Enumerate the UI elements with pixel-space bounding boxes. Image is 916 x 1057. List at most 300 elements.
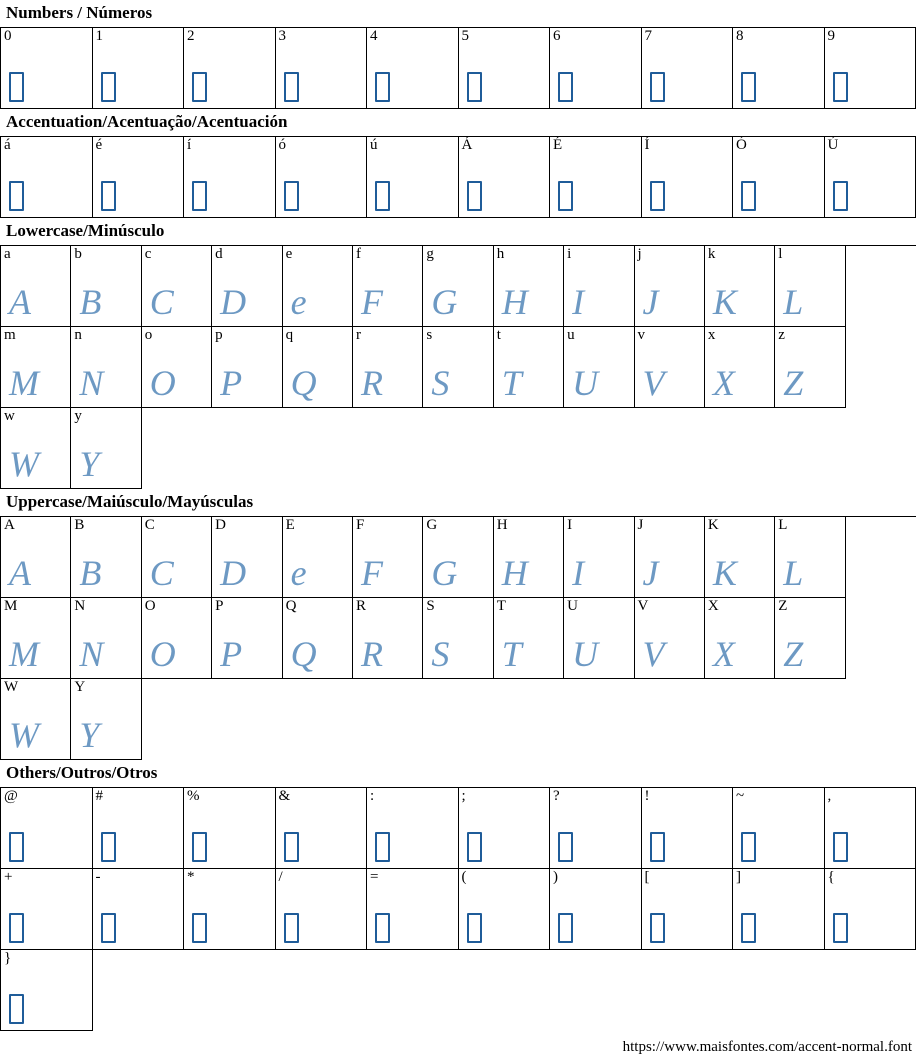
glyph-cell[interactable] — [635, 598, 705, 679]
glyph-preview — [276, 68, 367, 104]
glyph-label: z — [778, 327, 785, 344]
glyph-preview — [353, 365, 422, 403]
glyph-label: é — [96, 137, 103, 154]
glyph-label: H — [497, 517, 508, 534]
glyph-preview — [1, 636, 70, 674]
glyph-label: A — [4, 517, 15, 534]
glyph-render: F — [361, 553, 383, 593]
glyph-cell[interactable] — [1, 28, 93, 109]
glyph-render: J — [643, 553, 659, 593]
glyph-render: L — [783, 553, 803, 593]
glyph-cell[interactable] — [550, 28, 642, 109]
missing-glyph-icon — [192, 913, 207, 943]
glyph-cell[interactable] — [367, 788, 459, 869]
glyph-render: B — [79, 282, 101, 322]
missing-glyph-icon — [192, 832, 207, 862]
glyph-cell[interactable] — [184, 28, 276, 109]
glyph-render: U — [572, 363, 598, 403]
glyph-preview — [733, 177, 824, 213]
glyph-render: X — [713, 363, 735, 403]
glyph-label: s — [426, 327, 432, 344]
glyph-label: J — [638, 517, 644, 534]
glyph-cell[interactable] — [705, 517, 775, 598]
glyph-label: ) — [553, 869, 558, 886]
glyph-cell[interactable] — [564, 517, 634, 598]
glyph-render: A — [9, 282, 31, 322]
glyph-label: 3 — [279, 28, 287, 45]
glyph-label: / — [279, 869, 283, 886]
glyph-preview — [276, 828, 367, 864]
glyph-preview — [733, 909, 824, 945]
glyph-label: E — [286, 517, 295, 534]
glyph-cell[interactable] — [705, 246, 775, 327]
glyph-cell[interactable] — [142, 246, 212, 327]
glyph-render: H — [502, 553, 528, 593]
glyph-cell[interactable] — [423, 246, 493, 327]
glyph-cell[interactable] — [1, 137, 93, 218]
glyph-render: P — [220, 363, 242, 403]
glyph-preview — [212, 365, 281, 403]
glyph-label: É — [553, 137, 562, 154]
glyph-cell[interactable] — [353, 246, 423, 327]
glyph-render: L — [783, 282, 803, 322]
glyph-cell[interactable] — [184, 869, 276, 950]
glyph-preview — [459, 68, 550, 104]
glyph-cell[interactable] — [1, 327, 71, 408]
glyph-cell[interactable] — [93, 137, 185, 218]
glyph-preview — [705, 284, 774, 322]
glyph-cell[interactable] — [71, 517, 141, 598]
glyph-cell[interactable] — [353, 598, 423, 679]
glyph-label: w — [4, 408, 15, 425]
glyph-render: P — [220, 634, 242, 674]
glyph-preview — [423, 636, 492, 674]
glyph-cell[interactable] — [93, 788, 185, 869]
missing-glyph-icon — [467, 72, 482, 102]
glyph-cell[interactable] — [1, 950, 93, 1031]
glyph-label: [ — [645, 869, 650, 886]
source-url[interactable]: https://www.maisfontes.com/accent-normal.font — [0, 1031, 916, 1057]
glyph-label: Y — [74, 679, 85, 696]
glyph-label: F — [356, 517, 364, 534]
glyph-preview — [184, 177, 275, 213]
glyph-render: S — [431, 363, 449, 403]
glyph-render: Q — [291, 634, 317, 674]
glyph-cell[interactable] — [494, 517, 564, 598]
glyph-label: t — [497, 327, 501, 344]
glyph-label: # — [96, 788, 104, 805]
glyph-cell[interactable] — [142, 327, 212, 408]
glyph-label: Ú — [828, 137, 839, 154]
glyph-cell[interactable] — [71, 327, 141, 408]
glyph-label: - — [96, 869, 101, 886]
glyph-label: U — [567, 598, 578, 615]
missing-glyph-icon — [375, 913, 390, 943]
glyph-preview — [733, 828, 824, 864]
glyph-preview — [276, 909, 367, 945]
glyph-render: K — [713, 553, 737, 593]
glyph-render: J — [643, 282, 659, 322]
glyph-label: D — [215, 517, 226, 534]
glyph-label: S — [426, 598, 434, 615]
glyph-label: } — [4, 950, 11, 967]
glyph-render: D — [220, 282, 246, 322]
missing-glyph-icon — [650, 913, 665, 943]
glyph-preview — [212, 284, 281, 322]
glyph-render: A — [9, 553, 31, 593]
glyph-preview — [1, 284, 70, 322]
glyph-preview — [635, 555, 704, 593]
glyph-label: 1 — [96, 28, 104, 45]
glyph-render: F — [361, 282, 383, 322]
glyph-cell[interactable] — [1, 246, 71, 327]
glyph-cell[interactable] — [276, 28, 368, 109]
glyph-preview — [494, 555, 563, 593]
glyph-cell[interactable] — [1, 598, 71, 679]
section-title-accentuation: Accentuation/Acentuação/Acentuación — [0, 109, 916, 136]
glyph-cell[interactable] — [283, 246, 353, 327]
glyph-render: K — [713, 282, 737, 322]
glyph-render: W — [9, 715, 39, 755]
glyph-preview — [1, 68, 92, 104]
glyph-label: 4 — [370, 28, 378, 45]
glyph-label: 9 — [828, 28, 836, 45]
glyph-cell[interactable] — [276, 869, 368, 950]
glyph-cell[interactable] — [367, 28, 459, 109]
glyph-cell[interactable] — [93, 869, 185, 950]
glyph-cell[interactable] — [635, 246, 705, 327]
glyph-preview — [367, 177, 458, 213]
glyph-cell[interactable] — [494, 327, 564, 408]
missing-glyph-icon — [741, 832, 756, 862]
glyph-cell[interactable] — [283, 598, 353, 679]
glyph-cell[interactable] — [1, 408, 71, 489]
glyph-preview — [635, 284, 704, 322]
missing-glyph-icon — [9, 72, 24, 102]
glyph-label: e — [286, 246, 293, 263]
glyph-cell[interactable] — [635, 327, 705, 408]
glyph-cell[interactable] — [1, 788, 93, 869]
glyph-cell[interactable] — [494, 598, 564, 679]
glyph-preview — [71, 717, 140, 755]
glyph-label: c — [145, 246, 152, 263]
glyph-preview — [1, 990, 92, 1026]
glyph-preview — [642, 828, 733, 864]
glyph-cell[interactable] — [71, 408, 141, 489]
glyph-render: S — [431, 634, 449, 674]
glyph-preview — [71, 446, 140, 484]
glyph-preview — [212, 555, 281, 593]
glyph-cell[interactable] — [494, 246, 564, 327]
glyph-cell[interactable] — [775, 327, 845, 408]
glyph-label: , — [828, 788, 832, 805]
glyph-preview — [142, 365, 211, 403]
glyph-label: 7 — [645, 28, 653, 45]
glyph-render: G — [431, 282, 457, 322]
glyph-render: T — [502, 634, 522, 674]
glyph-cell[interactable] — [1, 679, 71, 760]
glyph-label: B — [74, 517, 84, 534]
glyph-render: V — [643, 634, 665, 674]
missing-glyph-icon — [192, 72, 207, 102]
glyph-preview — [353, 636, 422, 674]
glyph-preview — [1, 446, 70, 484]
glyph-cell[interactable] — [642, 788, 734, 869]
glyph-preview — [642, 68, 733, 104]
glyph-render: T — [502, 363, 522, 403]
glyph-label: o — [145, 327, 153, 344]
glyph-cell[interactable] — [733, 788, 825, 869]
glyph-render: R — [361, 634, 383, 674]
glyph-cell[interactable] — [550, 788, 642, 869]
glyph-cell[interactable] — [642, 869, 734, 950]
glyph-label: b — [74, 246, 82, 263]
glyph-label: x — [708, 327, 716, 344]
glyph-label: N — [74, 598, 85, 615]
glyph-cell[interactable] — [276, 788, 368, 869]
glyph-label: g — [426, 246, 434, 263]
glyph-label: G — [426, 517, 437, 534]
glyph-cell[interactable] — [459, 788, 551, 869]
missing-glyph-icon — [741, 72, 756, 102]
glyph-preview — [184, 68, 275, 104]
glyph-label: 0 — [4, 28, 12, 45]
glyph-preview — [642, 177, 733, 213]
glyph-label: ó — [279, 137, 287, 154]
glyph-render: G — [431, 553, 457, 593]
glyph-cell[interactable] — [1, 517, 71, 598]
glyph-cell[interactable] — [642, 137, 734, 218]
missing-glyph-icon — [558, 181, 573, 211]
glyph-label: ! — [645, 788, 650, 805]
glyph-cell[interactable] — [353, 517, 423, 598]
glyph-label: k — [708, 246, 716, 263]
glyph-render: C — [150, 553, 174, 593]
glyph-cell[interactable] — [825, 28, 916, 109]
glyph-cell[interactable] — [283, 517, 353, 598]
glyph-grid-uppercase — [0, 516, 916, 760]
glyph-preview — [494, 284, 563, 322]
glyph-label: & — [279, 788, 291, 805]
glyph-cell[interactable] — [705, 598, 775, 679]
missing-glyph-icon — [192, 181, 207, 211]
missing-glyph-icon — [375, 181, 390, 211]
glyph-preview — [550, 828, 641, 864]
glyph-label: a — [4, 246, 11, 263]
glyph-cell[interactable] — [212, 327, 282, 408]
glyph-label: á — [4, 137, 11, 154]
missing-glyph-icon — [375, 832, 390, 862]
glyph-label: + — [4, 869, 12, 886]
glyph-preview — [635, 636, 704, 674]
glyph-cell[interactable] — [423, 327, 493, 408]
glyph-preview — [550, 68, 641, 104]
glyph-grid-accentuation — [0, 136, 916, 218]
glyph-cell[interactable] — [733, 869, 825, 950]
glyph-cell[interactable] — [825, 137, 916, 218]
glyph-preview — [93, 828, 184, 864]
glyph-preview — [423, 555, 492, 593]
glyph-preview — [494, 365, 563, 403]
glyph-label: I — [567, 517, 572, 534]
glyph-preview — [71, 284, 140, 322]
missing-glyph-icon — [284, 181, 299, 211]
glyph-label: r — [356, 327, 361, 344]
glyph-render: M — [9, 634, 39, 674]
missing-glyph-icon — [558, 832, 573, 862]
missing-glyph-icon — [833, 832, 848, 862]
glyph-label: q — [286, 327, 294, 344]
glyph-cell[interactable] — [459, 28, 551, 109]
glyph-cell[interactable] — [423, 598, 493, 679]
glyph-cell[interactable] — [775, 598, 845, 679]
glyph-render: I — [572, 553, 584, 593]
glyph-render: D — [220, 553, 246, 593]
glyph-cell[interactable] — [705, 327, 775, 408]
glyph-label: O — [145, 598, 156, 615]
glyph-preview — [635, 365, 704, 403]
glyph-cell[interactable] — [212, 598, 282, 679]
section-title-numbers: Numbers / Números — [0, 0, 916, 27]
glyph-preview — [142, 636, 211, 674]
glyph-cell[interactable] — [564, 327, 634, 408]
glyph-label: ( — [462, 869, 467, 886]
missing-glyph-icon — [9, 913, 24, 943]
glyph-cell[interactable] — [142, 598, 212, 679]
glyph-preview — [367, 909, 458, 945]
glyph-cell[interactable] — [212, 517, 282, 598]
glyph-preview — [367, 828, 458, 864]
missing-glyph-icon — [467, 832, 482, 862]
glyph-cell[interactable] — [775, 246, 845, 327]
glyph-preview — [459, 828, 550, 864]
glyph-cell[interactable] — [642, 28, 734, 109]
glyph-label: d — [215, 246, 223, 263]
glyph-label: Í — [645, 137, 650, 154]
glyph-cell[interactable] — [184, 137, 276, 218]
glyph-cell[interactable] — [733, 28, 825, 109]
glyph-preview — [1, 909, 92, 945]
glyph-render: O — [150, 634, 176, 674]
glyph-label: Q — [286, 598, 297, 615]
glyph-label: i — [567, 246, 571, 263]
glyph-label: 2 — [187, 28, 195, 45]
glyph-label: P — [215, 598, 223, 615]
glyph-cell[interactable] — [93, 28, 185, 109]
missing-glyph-icon — [650, 181, 665, 211]
glyph-cell[interactable] — [564, 598, 634, 679]
glyph-cell[interactable] — [142, 517, 212, 598]
glyph-render: N — [79, 363, 103, 403]
glyph-preview — [705, 555, 774, 593]
glyph-preview — [459, 909, 550, 945]
glyph-preview — [775, 555, 844, 593]
glyph-cell[interactable] — [71, 246, 141, 327]
glyph-cell[interactable] — [71, 679, 141, 760]
glyph-render: N — [79, 634, 103, 674]
glyph-cell[interactable] — [825, 869, 916, 950]
glyph-label: j — [638, 246, 642, 263]
missing-glyph-icon — [558, 72, 573, 102]
missing-glyph-icon — [9, 181, 24, 211]
missing-glyph-icon — [9, 994, 24, 1024]
glyph-preview — [353, 284, 422, 322]
section-title-uppercase: Uppercase/Maiúsculo/Mayúsculas — [0, 489, 916, 516]
glyph-preview — [283, 636, 352, 674]
missing-glyph-icon — [650, 72, 665, 102]
glyph-cell[interactable] — [212, 246, 282, 327]
glyph-preview — [775, 636, 844, 674]
glyph-cell[interactable] — [353, 327, 423, 408]
glyph-cell[interactable] — [550, 869, 642, 950]
glyph-preview — [283, 555, 352, 593]
glyph-preview — [825, 177, 916, 213]
glyph-render: Z — [783, 634, 803, 674]
glyph-cell[interactable] — [564, 246, 634, 327]
missing-glyph-icon — [467, 181, 482, 211]
glyph-preview — [212, 636, 281, 674]
glyph-cell[interactable] — [550, 137, 642, 218]
glyph-preview — [71, 365, 140, 403]
glyph-preview — [705, 365, 774, 403]
glyph-preview — [142, 555, 211, 593]
glyph-cell[interactable] — [825, 788, 916, 869]
section-title-others: Others/Outros/Otros — [0, 760, 916, 787]
glyph-label: Á — [462, 137, 473, 154]
glyph-cell[interactable] — [423, 517, 493, 598]
glyph-cell[interactable] — [1, 869, 93, 950]
missing-glyph-icon — [467, 913, 482, 943]
glyph-render: U — [572, 634, 598, 674]
glyph-preview — [276, 177, 367, 213]
glyph-preview — [642, 909, 733, 945]
glyph-render: H — [502, 282, 528, 322]
glyph-cell[interactable] — [283, 327, 353, 408]
glyph-render: Z — [783, 363, 803, 403]
glyph-preview — [459, 177, 550, 213]
glyph-preview — [283, 284, 352, 322]
glyph-grid-numbers — [0, 27, 916, 109]
glyph-label: @ — [4, 788, 18, 805]
glyph-cell[interactable] — [367, 869, 459, 950]
glyph-label: C — [145, 517, 155, 534]
glyph-cell[interactable] — [71, 598, 141, 679]
glyph-render: V — [643, 363, 665, 403]
glyph-preview — [564, 555, 633, 593]
glyph-label: W — [4, 679, 18, 696]
glyph-cell[interactable] — [367, 137, 459, 218]
glyph-label: * — [187, 869, 195, 886]
missing-glyph-icon — [833, 181, 848, 211]
glyph-cell[interactable] — [276, 137, 368, 218]
glyph-label: v — [638, 327, 646, 344]
glyph-preview — [142, 284, 211, 322]
glyph-cell[interactable] — [775, 517, 845, 598]
glyph-preview — [564, 636, 633, 674]
section-title-lowercase: Lowercase/Minúsculo — [0, 218, 916, 245]
missing-glyph-icon — [833, 72, 848, 102]
glyph-preview — [564, 365, 633, 403]
glyph-cell[interactable] — [459, 137, 551, 218]
glyph-cell[interactable] — [635, 517, 705, 598]
glyph-label: { — [828, 869, 835, 886]
glyph-cell[interactable] — [459, 869, 551, 950]
glyph-preview — [705, 636, 774, 674]
glyph-render: e — [291, 282, 307, 322]
missing-glyph-icon — [650, 832, 665, 862]
glyph-cell[interactable] — [733, 137, 825, 218]
glyph-cell[interactable] — [184, 788, 276, 869]
